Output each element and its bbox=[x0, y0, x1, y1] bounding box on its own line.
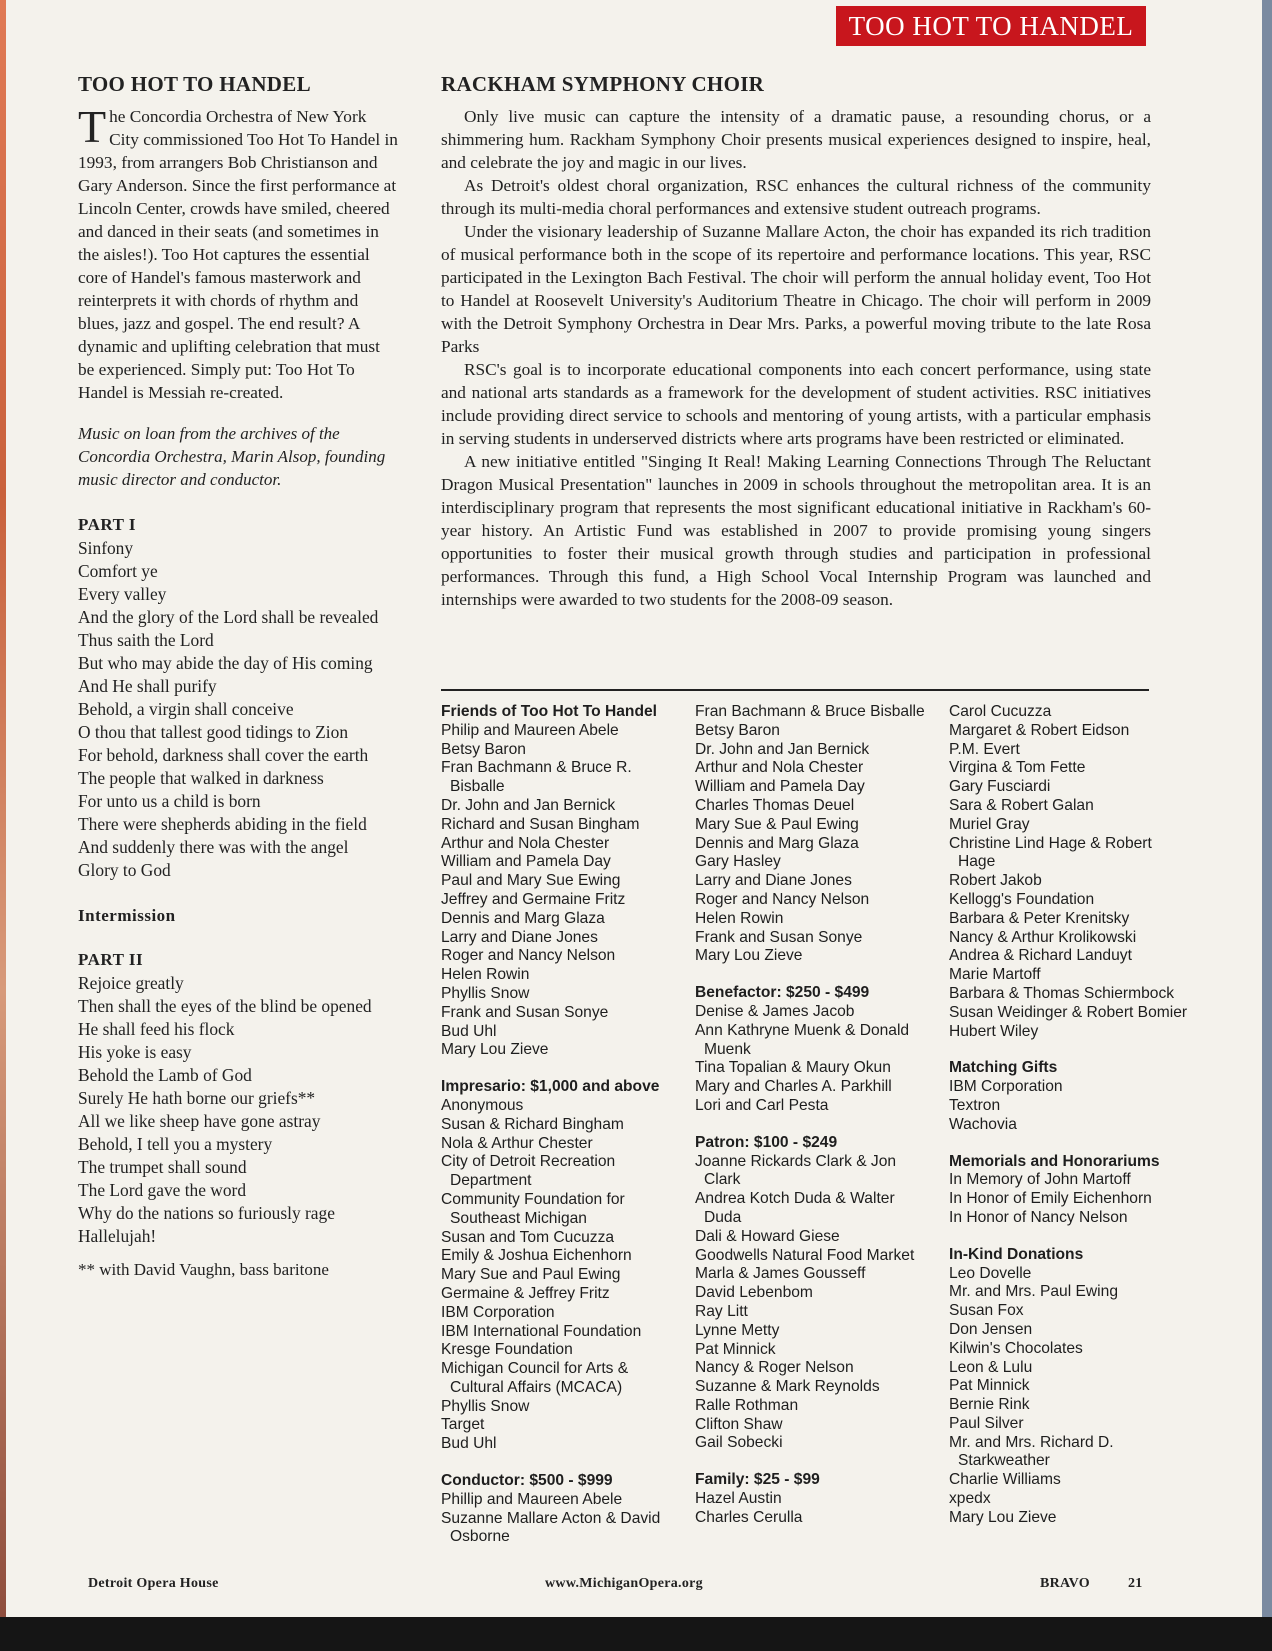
donor-section bbox=[949, 1059, 1189, 1134]
part-two-title: PART II bbox=[78, 950, 144, 969]
donor-name: Target bbox=[441, 1416, 485, 1434]
donor-name: IBM International Foundation bbox=[441, 1322, 642, 1340]
donor-name: Helen Rowin bbox=[695, 909, 784, 927]
donor-name: Charlie Williams bbox=[949, 1471, 1061, 1489]
donor-name: Joanne Rickards Clark & Jon Clark bbox=[695, 1152, 897, 1189]
donor-name: Marie Martoff bbox=[949, 966, 1041, 984]
donor-name: Margaret & Robert Eidson bbox=[949, 721, 1130, 739]
donor-name: Ray Litt bbox=[695, 1302, 748, 1320]
donor-name: IBM Corporation bbox=[441, 1303, 555, 1321]
donor-name: Mary Sue and Paul Ewing bbox=[441, 1266, 621, 1284]
donor-name: Susan Weidinger & Robert Bomier bbox=[949, 1003, 1188, 1021]
donor-name: Mr. and Mrs. Paul Ewing bbox=[949, 1283, 1118, 1301]
page-edge-right bbox=[1262, 0, 1272, 1651]
donor-name: Anonymous bbox=[441, 1096, 524, 1114]
donor-name: Mary Lou Zieve bbox=[949, 1508, 1057, 1526]
footer-website: www.MichiganOpera.org bbox=[545, 1576, 703, 1591]
donor-name: Susan & Richard Bingham bbox=[441, 1115, 624, 1133]
donor-name: Mary Lou Zieve bbox=[441, 1041, 549, 1059]
page-edge-bottom bbox=[0, 1617, 1272, 1651]
donor-name: Hazel Austin bbox=[695, 1490, 782, 1508]
donor-name: Helen Rowin bbox=[441, 966, 530, 984]
intro-paragraph bbox=[78, 101, 398, 404]
movement-item: There were shepherds abiding in the field bbox=[78, 814, 367, 834]
section-divider bbox=[441, 689, 1149, 691]
donor-name: Sara & Robert Galan bbox=[949, 796, 1094, 814]
movement-item: He shall feed his flock bbox=[78, 1019, 235, 1039]
intro-text: he Concordia Orchestra of New York City commissioned Too Hot To Handel in 1993, from arrangers Bob Christianson and Gary Anderson. Since the first performance at Lincoln Center, crowds have smiled, cheered and danced in their seats (and sometimes in the aisles!). Too Hot captures the essential core of Handel's famous masterwork and reinterprets it with chords of rhythm and blues, jazz and gospel. The end result? A dynamic and uplifting celebration that must be experienced. Simply put: Too Hot To Handel is Messiah re-created. bbox=[78, 107, 398, 402]
donor-name: Kresge Foundation bbox=[441, 1341, 573, 1359]
donor-name: Larry and Diane Jones bbox=[695, 872, 852, 890]
drop-cap: T bbox=[78, 101, 107, 152]
donor-name: Dali & Howard Giese bbox=[695, 1227, 840, 1245]
donor-name: Nola & Arthur Chester bbox=[441, 1134, 593, 1152]
movement-item: And suddenly there was with the angel bbox=[78, 837, 349, 857]
donor-name: Emily & Joshua Eichenhorn bbox=[441, 1247, 632, 1265]
movement-item: Glory to God bbox=[78, 860, 171, 880]
donor-name: City of Detroit Recreation Department bbox=[441, 1153, 616, 1190]
donor-name: Betsy Baron bbox=[695, 721, 780, 739]
donor-name: Susan and Tom Cucuzza bbox=[441, 1228, 615, 1246]
donor-section bbox=[949, 1246, 1189, 1528]
donor-section bbox=[695, 1471, 935, 1527]
music-credits: Music on loan from the archives of the Concordia Orchestra, Marin Alsop, founding music director and conductor. bbox=[78, 424, 386, 489]
donor-name: Denise & James Jacob bbox=[695, 1002, 855, 1020]
donor-name: Dennis and Marg Glaza bbox=[441, 909, 605, 927]
donor-name: Christine Lind Hage & Robert Hage bbox=[949, 834, 1152, 871]
donor-name: Kellogg's Foundation bbox=[949, 890, 1095, 908]
donor-name: Hubert Wiley bbox=[949, 1022, 1039, 1040]
donor-name: Betsy Baron bbox=[441, 740, 526, 758]
donor-column-2 bbox=[695, 703, 935, 1546]
movement-item: Behold, I tell you a mystery bbox=[78, 1134, 273, 1154]
donor-name: Mary and Charles A. Parkhill bbox=[695, 1078, 892, 1096]
donor-name: Bud Uhl bbox=[441, 1435, 497, 1453]
donor-name: Susan Fox bbox=[949, 1302, 1024, 1320]
donor-name: Arthur and Nola Chester bbox=[441, 834, 610, 852]
movement-item: All we like sheep have gone astray bbox=[78, 1111, 321, 1131]
donor-name: Nancy & Arthur Krolikowski bbox=[949, 928, 1137, 946]
footer-venue: Detroit Opera House bbox=[88, 1576, 219, 1591]
movement-item: Then shall the eyes of the blind be opened bbox=[78, 996, 372, 1016]
donor-section-heading: Friends of Too Hot To Handel bbox=[441, 703, 657, 720]
page-number: 21 bbox=[1128, 1576, 1143, 1591]
donor-name: Tina Topalian & Maury Okun bbox=[695, 1059, 891, 1077]
donor-name: Phillip and Maureen Abele bbox=[441, 1490, 623, 1508]
article-paragraph: Only live music can capture the intensity of a dramatic pause, a resounding chorus, or a shimmering hum. Rackham Symphony Choir presents musical experiences designed to inspire, heal, and celebrate the joy and magic in our lives. bbox=[441, 107, 1151, 172]
donor-name: Barbara & Peter Krenitsky bbox=[949, 909, 1130, 927]
donor-name: Arthur and Nola Chester bbox=[695, 759, 864, 777]
donor-name: Mary Lou Zieve bbox=[695, 947, 803, 965]
donor-name: Don Jensen bbox=[949, 1320, 1033, 1338]
donor-name: In Memory of John Martoff bbox=[949, 1171, 1131, 1189]
program-heading: TOO HOT TO HANDEL bbox=[78, 72, 311, 96]
choir-article bbox=[441, 105, 1151, 611]
article-paragraph: Under the visionary leadership of Suzanne Mallare Acton, the choir has expanded its rich tradition of musical performance both in the scope of its repertoire and performance locations. This year, RSC participated in the Lexington Bach Festival. The choir will perform the annual holiday event, Too Hot to Handel at Roosevelt University's Auditorium Theatre in Chicago. The choir will perform in 2009 with the Detroit Symphony Orchestra in Dear Mrs. Parks, a powerful moving tribute to the late Rosa Parks bbox=[441, 222, 1151, 356]
donor-name: Phyllis Snow bbox=[441, 984, 530, 1002]
donor-name: Pat Minnick bbox=[949, 1377, 1030, 1395]
donor-name: Suzanne & Mark Reynolds bbox=[695, 1378, 880, 1396]
page-edge-left bbox=[0, 0, 6, 1651]
donor-section-heading: Family: $25 - $99 bbox=[695, 1471, 820, 1489]
donor-name: Fran Bachmann & Bruce R. Bisballe bbox=[441, 759, 632, 796]
donor-name: Ann Kathryne Muenk & Donald Muenk bbox=[695, 1021, 910, 1058]
footnote: ** with David Vaughn, bass baritone bbox=[78, 1260, 329, 1279]
donor-name: Michigan Council for Arts & Cultural Affairs (MCACA) bbox=[441, 1360, 629, 1396]
donor-name: Frank and Susan Sonye bbox=[441, 1003, 609, 1021]
movement-item: Surely He hath borne our griefs** bbox=[78, 1088, 316, 1108]
donor-section-heading: Benefactor: $250 - $499 bbox=[695, 984, 870, 1002]
donor-name: Ralle Rothman bbox=[695, 1396, 799, 1414]
donor-name: Textron bbox=[949, 1096, 1001, 1114]
donor-name: Roger and Nancy Nelson bbox=[441, 947, 616, 965]
movement-item: Why do the nations so furiously rage bbox=[78, 1203, 335, 1223]
movement-item: His yoke is easy bbox=[78, 1042, 192, 1062]
donor-name: Lynne Metty bbox=[695, 1321, 780, 1339]
donor-name: Paul Silver bbox=[949, 1414, 1024, 1432]
donor-section-heading: Conductor: $500 - $999 bbox=[441, 1472, 613, 1490]
donor-section bbox=[441, 1078, 681, 1454]
movement-item: The Lord gave the word bbox=[78, 1180, 247, 1200]
part-two-list bbox=[78, 972, 398, 1248]
donor-name: Nancy & Roger Nelson bbox=[695, 1359, 854, 1377]
donor-name: Gary Hasley bbox=[695, 853, 781, 871]
donor-name: Gail Sobecki bbox=[695, 1434, 783, 1452]
donor-name: Mr. and Mrs. Richard D. Starkweather bbox=[949, 1433, 1114, 1470]
donor-name: Wachovia bbox=[949, 1115, 1017, 1133]
donor-name: Marla & James Gousseff bbox=[695, 1265, 866, 1283]
article-paragraph: As Detroit's oldest choral organization, RSC enhances the cultural richness of the community through its multi-media choral performances and extensive student outreach programs. bbox=[441, 176, 1151, 218]
movement-item: But who may abide the day of His coming bbox=[78, 653, 373, 673]
part-one-list bbox=[78, 537, 398, 882]
donor-section bbox=[949, 703, 1189, 1041]
donor-name: Bernie Rink bbox=[949, 1396, 1030, 1414]
donor-name: Larry and Diane Jones bbox=[441, 928, 598, 946]
donor-name: Phyllis Snow bbox=[441, 1397, 530, 1415]
movement-item: Thus saith the Lord bbox=[78, 630, 214, 650]
donor-section bbox=[695, 1134, 935, 1454]
donor-name: Fran Bachmann & Bruce Bisballe bbox=[695, 703, 925, 720]
donor-column-1 bbox=[441, 703, 681, 1565]
movement-item: Comfort ye bbox=[78, 561, 158, 581]
donor-name: Kilwin's Chocolates bbox=[949, 1339, 1083, 1357]
donor-name: Philip and Maureen Abele bbox=[441, 721, 619, 739]
article-paragraph: A new initiative entitled "Singing It Real! Making Learning Connections Through The Reluctant Dragon Musical Presentation" launches in 2009 in schools throughout the metropolitan area. It is an interdisciplinary program that represents the most significant educational initiative in Rackham's 60-year history. An Artistic Fund was established in 2007 to provide promising young singers opportunities to foster their musical growth through studies and participation in professional performances. Through this fund, a High School Vocal Internship Program was launched and internships were awarded to two students for the 2008-09 season. bbox=[441, 452, 1151, 609]
intermission-label: Intermission bbox=[78, 906, 176, 925]
choir-heading: RACKHAM SYMPHONY CHOIR bbox=[441, 72, 765, 96]
movement-item: And the glory of the Lord shall be revealed bbox=[78, 607, 379, 627]
donor-name: Dennis and Marg Glaza bbox=[695, 834, 859, 852]
donor-name: P.M. Evert bbox=[949, 740, 1020, 758]
donor-name: In Honor of Nancy Nelson bbox=[949, 1208, 1128, 1226]
donor-name: Charles Thomas Deuel bbox=[695, 796, 855, 814]
donor-name: Charles Cerulla bbox=[695, 1508, 803, 1526]
donor-section bbox=[441, 703, 681, 1060]
donor-name: Gary Fusciardi bbox=[949, 778, 1051, 796]
part-one-title: PART I bbox=[78, 515, 136, 534]
right-column bbox=[441, 72, 1151, 611]
movement-item: And He shall purify bbox=[78, 676, 217, 696]
donor-name: Dr. John and Jan Bernick bbox=[441, 796, 616, 814]
donor-name: William and Pamela Day bbox=[695, 778, 865, 796]
donor-name: Paul and Mary Sue Ewing bbox=[441, 872, 621, 890]
donor-name: In Honor of Emily Eichenhorn bbox=[949, 1190, 1152, 1208]
donor-name: Bud Uhl bbox=[441, 1022, 497, 1040]
donor-name: Germaine & Jeffrey Fritz bbox=[441, 1284, 610, 1302]
donor-column-3 bbox=[949, 703, 1189, 1546]
donor-name: Lori and Carl Pesta bbox=[695, 1096, 829, 1114]
donor-name: Leo Dovelle bbox=[949, 1264, 1032, 1282]
donor-name: Muriel Gray bbox=[949, 815, 1030, 833]
donor-section bbox=[441, 1472, 681, 1547]
donor-name: Pat Minnick bbox=[695, 1340, 776, 1358]
donor-section bbox=[949, 1153, 1189, 1228]
donor-name: xpedx bbox=[949, 1490, 991, 1508]
donor-name: Carol Cucuzza bbox=[949, 703, 1052, 720]
donor-section-heading: Matching Gifts bbox=[949, 1059, 1058, 1077]
movement-item: Rejoice greatly bbox=[78, 973, 184, 993]
donor-name: Goodwells Natural Food Market bbox=[695, 1246, 915, 1264]
donor-name: William and Pamela Day bbox=[441, 853, 611, 871]
movement-item: The trumpet shall sound bbox=[78, 1157, 247, 1177]
donor-name: Leon & Lulu bbox=[949, 1358, 1033, 1376]
donor-section-heading: Memorials and Honorariums bbox=[949, 1152, 1160, 1170]
donor-name: Dr. John and Jan Bernick bbox=[695, 740, 870, 758]
donor-name: Jeffrey and Germaine Fritz bbox=[441, 890, 626, 908]
article-paragraph: RSC's goal is to incorporate educational components into each concert performance, using state and national arts standards as a framework for the development of student activities. RSC initiatives include providing direct service to schools and mentoring of young artists, with a particular emphasis in serving students in underserved districts where arts programs have been restricted or eliminated. bbox=[441, 360, 1151, 448]
donor-name: Robert Jakob bbox=[949, 872, 1042, 890]
section-banner: TOO HOT TO HANDEL bbox=[836, 6, 1146, 46]
movement-item: For unto us a child is born bbox=[78, 791, 261, 811]
left-column bbox=[78, 72, 398, 1280]
donor-name: Andrea Kotch Duda & Walter Duda bbox=[695, 1190, 895, 1226]
donor-name: Virgina & Tom Fette bbox=[949, 759, 1086, 777]
donor-name: Clifton Shaw bbox=[695, 1415, 783, 1433]
movement-item: Behold, a virgin shall conceive bbox=[78, 699, 294, 719]
donor-name: Frank and Susan Sonye bbox=[695, 928, 863, 946]
movement-item: Sinfony bbox=[78, 538, 134, 558]
movement-item: For behold, darkness shall cover the earth bbox=[78, 745, 369, 765]
donor-section-heading: Patron: $100 - $249 bbox=[695, 1133, 838, 1151]
donor-name: Suzanne Mallare Acton & David Osborne bbox=[441, 1509, 661, 1546]
donor-section-heading: Impresario: $1,000 and above bbox=[441, 1078, 660, 1096]
movement-item: Hallelujah! bbox=[78, 1226, 157, 1246]
donor-section-heading: In-Kind Donations bbox=[949, 1245, 1084, 1263]
movement-item: Behold the Lamb of God bbox=[78, 1065, 252, 1085]
donor-section bbox=[695, 703, 935, 966]
movement-item: O thou that tallest good tidings to Zion bbox=[78, 722, 349, 742]
donor-name: Community Foundation for Southeast Michigan bbox=[441, 1190, 625, 1227]
donor-name: IBM Corporation bbox=[949, 1078, 1063, 1096]
movement-item: Every valley bbox=[78, 584, 167, 604]
footer-magazine: BRAVO bbox=[1040, 1576, 1090, 1591]
donor-name: Barbara & Thomas Schiermbock bbox=[949, 984, 1175, 1002]
donor-name: Richard and Susan Bingham bbox=[441, 815, 640, 833]
movement-item: The people that walked in darkness bbox=[78, 768, 324, 788]
donor-name: Roger and Nancy Nelson bbox=[695, 890, 870, 908]
donor-section bbox=[695, 984, 935, 1116]
donor-name: Mary Sue & Paul Ewing bbox=[695, 815, 859, 833]
donor-name: David Lebenbom bbox=[695, 1284, 813, 1302]
donor-name: Andrea & Richard Landuyt bbox=[949, 947, 1132, 965]
